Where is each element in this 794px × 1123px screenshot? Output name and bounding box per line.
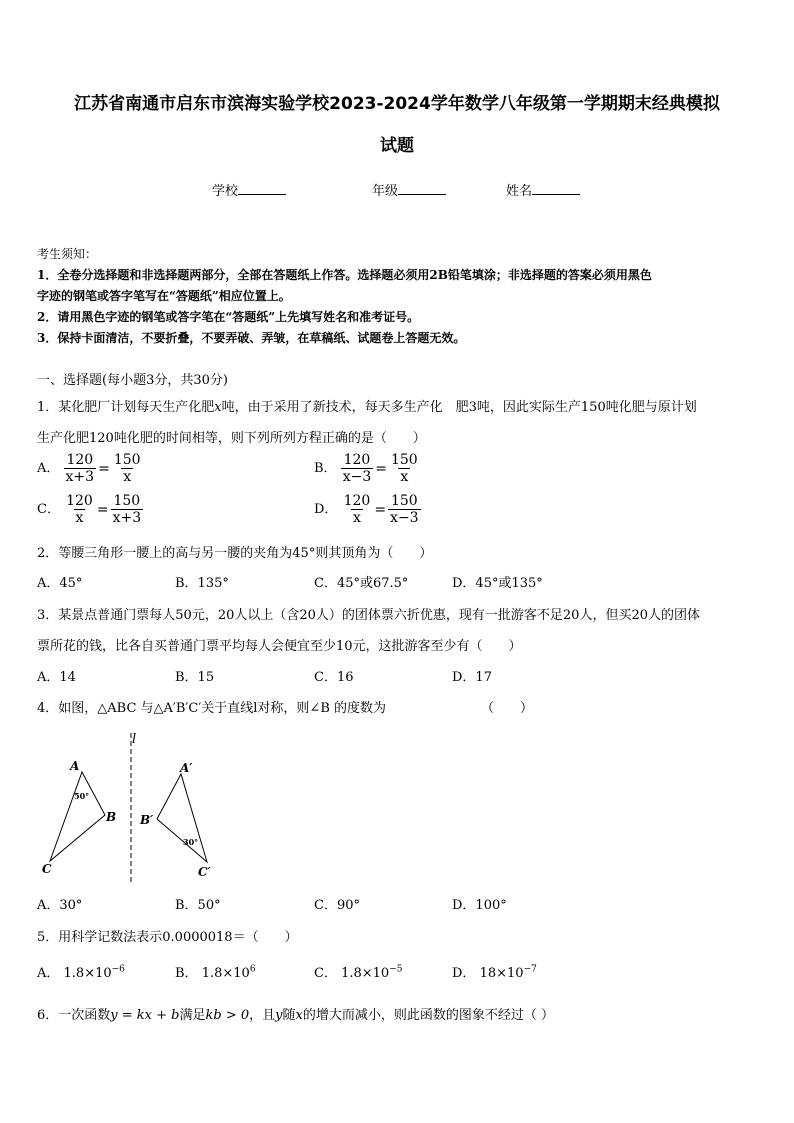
notice-item-2: 2．请用黑色字迹的钢笔或答字笔在“答题纸”上先填写姓名和准考证号。	[37, 310, 420, 324]
q1-option-b: B． $\frac{120}{x-3}$ = $\frac{150}{x}$	[314, 452, 418, 485]
page-title: 江苏省南通市启东市滨海实验学校2023-2024学年数学八年级第一学期期末经典模拟	[74, 94, 720, 114]
question-4-text: 4．如图，△ABC 与△A′B′C′关于直线l对称，则∠B 的度数为	[37, 701, 387, 716]
page-title-line2: 试题	[380, 136, 414, 156]
section-heading: 一、选择题(每小题3分，共30分)	[37, 373, 228, 388]
label-b-prime: B′	[140, 813, 154, 827]
q4-option-d: D．100°	[452, 898, 507, 913]
question-2-text: 2．等腰三角形一腰上的高与另一腰的夹角为45°则其顶角为（ ）	[37, 546, 433, 561]
label-b: B	[106, 810, 117, 824]
label-c: C	[42, 862, 52, 876]
school-field: 学校	[212, 180, 286, 199]
q3-option-a: A．14	[37, 670, 76, 685]
question-3-text-cont: 票所花的钱，比各自买普通门票平均每人会便宜至少10元，这批游客至少有（ ）	[37, 639, 522, 654]
triangle-a1b1c1	[157, 774, 207, 862]
name-field: 姓名	[506, 180, 580, 199]
grade-field: 年级	[372, 180, 446, 199]
label-a: A	[70, 759, 80, 773]
q2-option-d: D．45°或135°	[452, 576, 543, 591]
question-1-text: 1．某化肥厂计划每天生产化肥x吨，由于采用了新技术，每天多生产化 肥3吨，因此实际生产150吨化肥与原计划	[37, 400, 697, 415]
question-5-text: 5．用科学记数法表示0.0000018＝（ ）	[37, 930, 298, 945]
question-1-text-cont: 生产化肥120吨化肥的时间相等，则下列所列方程正确的是（ ）	[37, 431, 426, 446]
q5-option-c: C． $1.8\times 10^{-5}$	[314, 964, 403, 981]
q2-option-c: C．45°或67.5°	[314, 576, 409, 591]
q2-option-a: A．45°	[37, 576, 83, 591]
q4-option-c: C．90°	[314, 898, 360, 913]
q5-option-a: A． $1.8\times 10^{-6}$	[37, 964, 125, 981]
q5-option-d: D． $18\times 10^{-7}$	[452, 964, 537, 981]
notice-item-1: 1．全卷分选择题和非选择题两部分，全部在答题纸上作答。选择题必须用2B铅笔填涂；非选择题的答案必须用黑色	[37, 268, 652, 282]
q1-option-c: C． $\frac{120}{x}$ = $\frac{150}{x+3}$	[37, 493, 142, 526]
question-6-text: 6．一次函数y = kx + b满足kb > 0，且y随x的增大而减小，则此函数的图象不经过（ ）	[37, 1008, 555, 1023]
question-3-text: 3．某景点普通门票每人50元，20人以上（含20人）的团体票六折优惠，现有一批游客不足20人，但买20人的团体	[37, 608, 700, 623]
angle-30: 30°	[183, 837, 199, 847]
q3-option-b: B．15	[175, 670, 215, 685]
triangle-abc	[50, 772, 105, 861]
q4-option-a: A．30°	[37, 898, 83, 913]
q5-option-b: B． $1.8\times 10^6$	[175, 964, 256, 981]
symmetry-figure	[36, 728, 236, 888]
notice-heading: 考生须知：	[37, 247, 98, 261]
angle-50: 50°	[74, 791, 90, 801]
q1-option-d: D． $\frac{120}{x}$ = $\frac{150}{x-3}$	[314, 493, 419, 526]
q1-option-a: A． $\frac{120}{x+3}$ = $\frac{150}{x}$	[37, 452, 141, 485]
label-l: l	[132, 732, 137, 747]
label-c-prime: C′	[198, 865, 211, 879]
q2-option-b: B．135°	[175, 576, 229, 591]
label-a-prime: A′	[180, 761, 193, 775]
notice-item-1-cont: 字迹的钢笔或答字笔写在“答题纸”相应位置上。	[37, 289, 291, 303]
q3-option-c: C．16	[314, 670, 354, 685]
q3-option-d: D．17	[452, 670, 492, 685]
q4-option-b: B．50°	[175, 898, 221, 913]
question-4-paren: （ ）	[481, 701, 534, 716]
notice-item-3: 3．保持卡面清洁，不要折叠，不要弄破、弄皱，在草稿纸、试题卷上答题无效。	[37, 331, 466, 345]
